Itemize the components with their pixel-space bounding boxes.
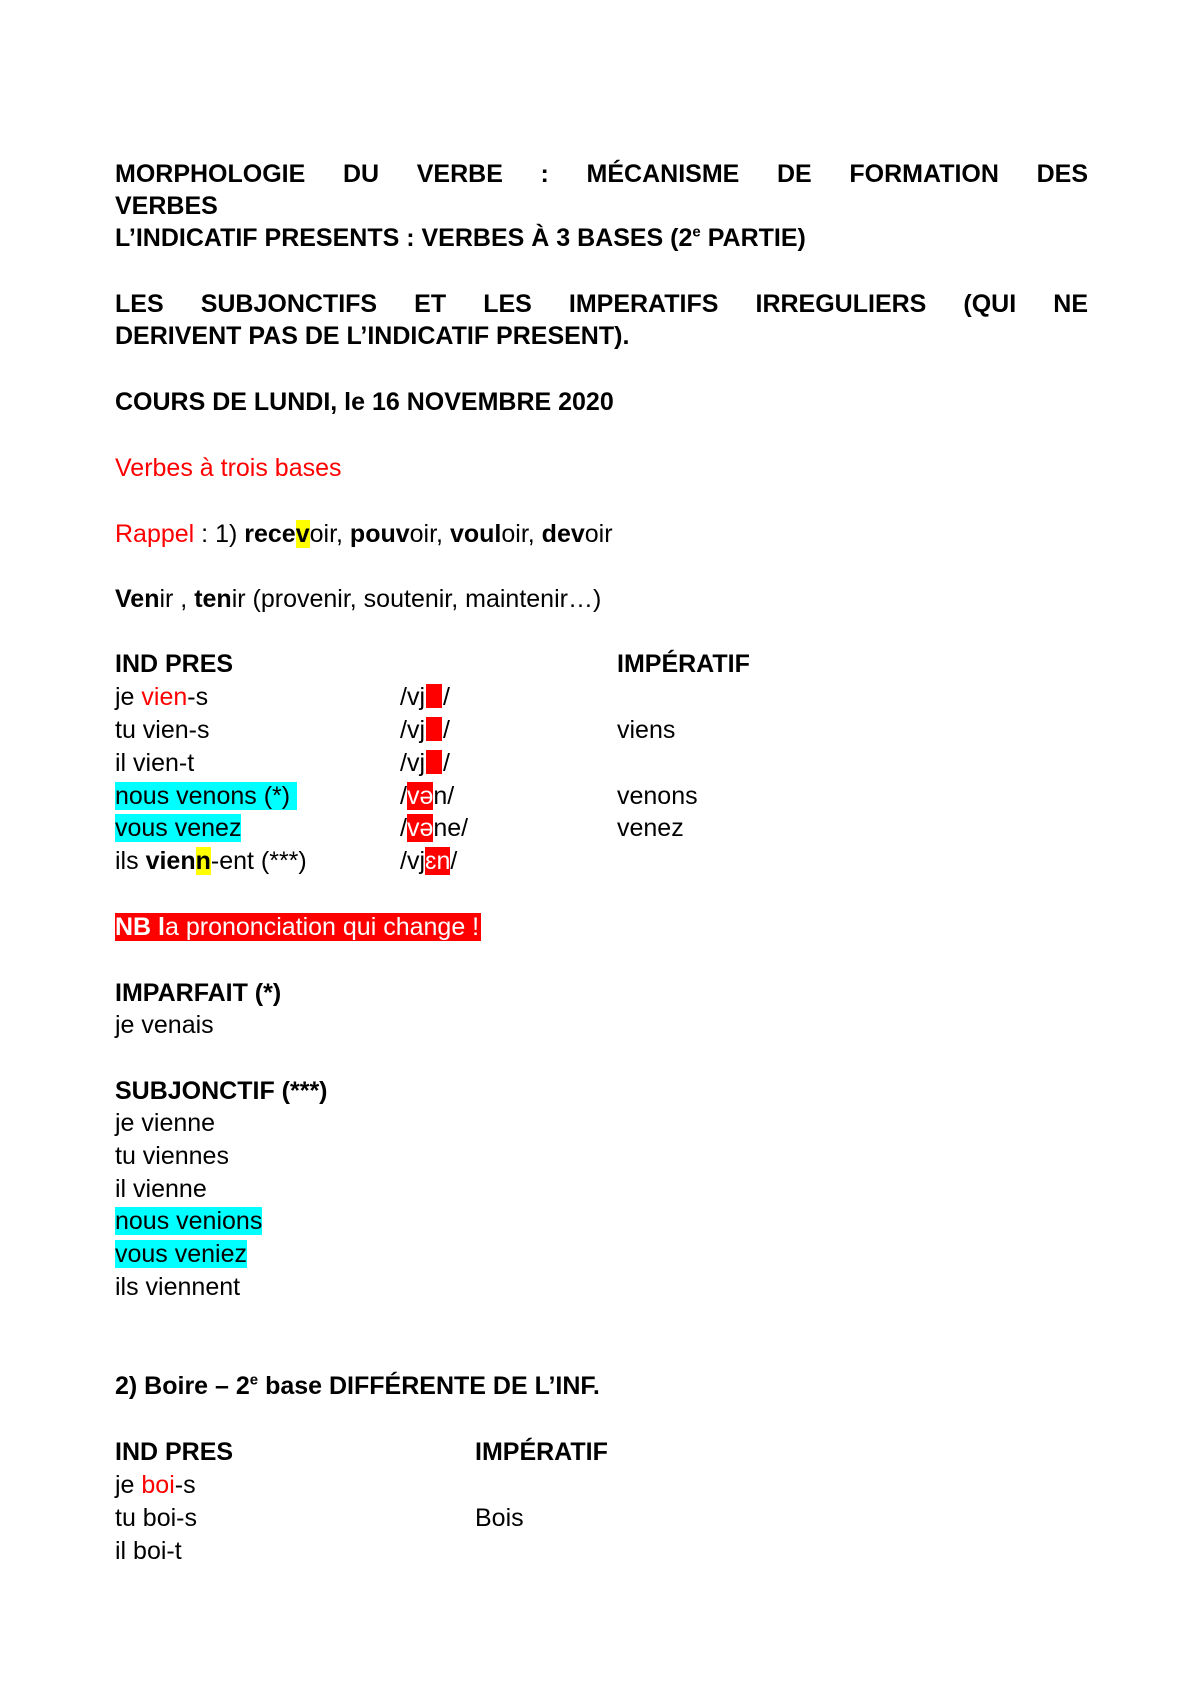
pronoun: je	[115, 1471, 142, 1499]
verb-stem: ten	[194, 585, 232, 613]
phon-part: /vj	[400, 749, 425, 777]
ending: -s	[187, 683, 209, 711]
section-2-title	[115, 1370, 600, 1402]
imperative-form: viens	[617, 716, 676, 744]
stem: vien	[141, 683, 188, 711]
missing-glyph-box	[425, 749, 443, 775]
phon-highlight: və	[406, 814, 434, 842]
nb-bold: NB l	[115, 913, 165, 941]
separator: ,	[436, 520, 450, 548]
imparfait-title: IMPARFAIT (*)	[115, 979, 282, 1007]
phonetic	[400, 747, 450, 779]
superscript: e	[249, 1371, 259, 1389]
separator: ,	[527, 520, 542, 548]
phonetic	[400, 812, 468, 844]
verb-stem: Ven	[115, 585, 160, 613]
title-text: 2) Boire – 2	[115, 1372, 250, 1400]
verb-ending: oir	[409, 520, 437, 548]
subj-line	[115, 1205, 262, 1237]
superscript: e	[692, 223, 701, 241]
conj-row: tu boi-s	[115, 1504, 197, 1532]
rappel-sep: : 1)	[194, 520, 245, 548]
stem: boi	[141, 1471, 175, 1499]
subjonctif-title: SUBJONCTIF (***)	[115, 1077, 328, 1105]
title-line-3b: DERIVENT PAS DE L’INDICATIF PRESENT).	[115, 322, 630, 350]
pronoun: ils	[115, 847, 146, 875]
title-line-2	[115, 222, 806, 254]
col-imperatif: IMPÉRATIF	[617, 650, 750, 678]
pronoun: je	[115, 683, 142, 711]
phon-part: n/	[433, 782, 455, 810]
highlighted-form: vous veniez	[115, 1240, 248, 1268]
phon-part: /	[450, 847, 458, 875]
conj-row	[115, 780, 297, 812]
course-date: COURS DE LUNDI, le 16 NOVEMBRE 2020	[115, 388, 614, 416]
venir-tenir-line	[115, 583, 601, 615]
highlight-letter: n	[195, 847, 211, 875]
missing-glyph-box	[425, 683, 443, 709]
nb-highlight	[115, 913, 481, 941]
nb-text: a prononciation qui change !	[165, 913, 480, 941]
phon-part: /	[443, 749, 450, 777]
stem: vien	[145, 847, 196, 875]
subj-line: je vienne	[115, 1109, 216, 1137]
verb-ending: oir	[501, 520, 528, 548]
nb-note	[115, 911, 481, 943]
verb-ending: ir (provenir, soutenir, maintenir…)	[231, 585, 602, 613]
title-line-1b: VERBES	[115, 192, 218, 220]
phon-part: /vj	[400, 716, 425, 744]
phon-highlight: ɛn	[425, 847, 451, 875]
conj-row	[115, 681, 208, 713]
conj-row: tu vien-s	[115, 716, 210, 744]
imperative-form: Bois	[475, 1504, 524, 1532]
highlighted-form: nous venons (*)	[115, 782, 298, 810]
imperative-form: venez	[617, 814, 684, 842]
col-ind-pres-2: IND PRES	[115, 1438, 234, 1466]
phon-part: /	[443, 716, 450, 744]
title-line-1: MORPHOLOGIE DU VERBE : MÉCANISME DE FORMATION DES	[115, 160, 1088, 188]
title-line-2-end: PARTIE)	[700, 224, 806, 252]
title-line-2-text: L’INDICATIF PRESENTS : VERBES À 3 BASES (2	[115, 224, 693, 252]
phon-part: /vj	[400, 847, 425, 875]
imperative-form: venons	[617, 782, 698, 810]
conj-row: il vien-t	[115, 749, 195, 777]
imparfait-line: je venais	[115, 1011, 214, 1039]
phon-part: /vj	[400, 683, 425, 711]
title-end: base DIFFÉRENTE DE L’INF.	[258, 1372, 600, 1400]
phon-part: ne/	[433, 814, 469, 842]
separator: ,	[336, 520, 350, 548]
col-ind-pres: IND PRES	[115, 650, 234, 678]
section-title: Verbes à trois bases	[115, 454, 342, 482]
highlighted-form: vous venez	[115, 814, 242, 842]
verb-stem: dev	[541, 520, 585, 548]
subj-line: tu viennes	[115, 1142, 229, 1170]
subj-line: ils viennent	[115, 1273, 241, 1301]
verb-stem: rece	[244, 520, 296, 548]
phon-part: /	[400, 814, 407, 842]
phon-highlight: və	[406, 782, 434, 810]
ending: -s	[174, 1471, 196, 1499]
phonetic	[400, 681, 450, 713]
col-imperatif-2: IMPÉRATIF	[475, 1438, 608, 1466]
phonetic	[400, 714, 450, 746]
title-line-3a: LES SUBJONCTIFS ET LES IMPERATIFS IRREGULIERS (QUI NE	[115, 290, 1088, 318]
highlight-letter: v	[295, 520, 310, 548]
phonetic	[400, 845, 457, 877]
subj-line: il vienne	[115, 1175, 207, 1203]
subj-line	[115, 1238, 247, 1270]
conj-row	[115, 845, 307, 877]
verb-stem: pouv	[349, 520, 410, 548]
ending: -ent (***)	[210, 847, 307, 875]
rappel-line	[115, 518, 613, 550]
rappel-label: Rappel	[115, 520, 195, 548]
verb-ending: oir	[309, 520, 337, 548]
conj-row	[115, 1469, 196, 1501]
verb-ending: ir ,	[159, 585, 195, 613]
conj-row	[115, 812, 241, 844]
phonetic	[400, 780, 454, 812]
phon-part: /	[400, 782, 407, 810]
verb-ending: oir	[584, 520, 613, 548]
conj-row: il boi-t	[115, 1537, 182, 1565]
missing-glyph-box	[425, 716, 443, 742]
highlighted-form: nous venions	[115, 1207, 263, 1235]
phon-part: /	[443, 683, 450, 711]
verb-stem: voul	[449, 520, 502, 548]
